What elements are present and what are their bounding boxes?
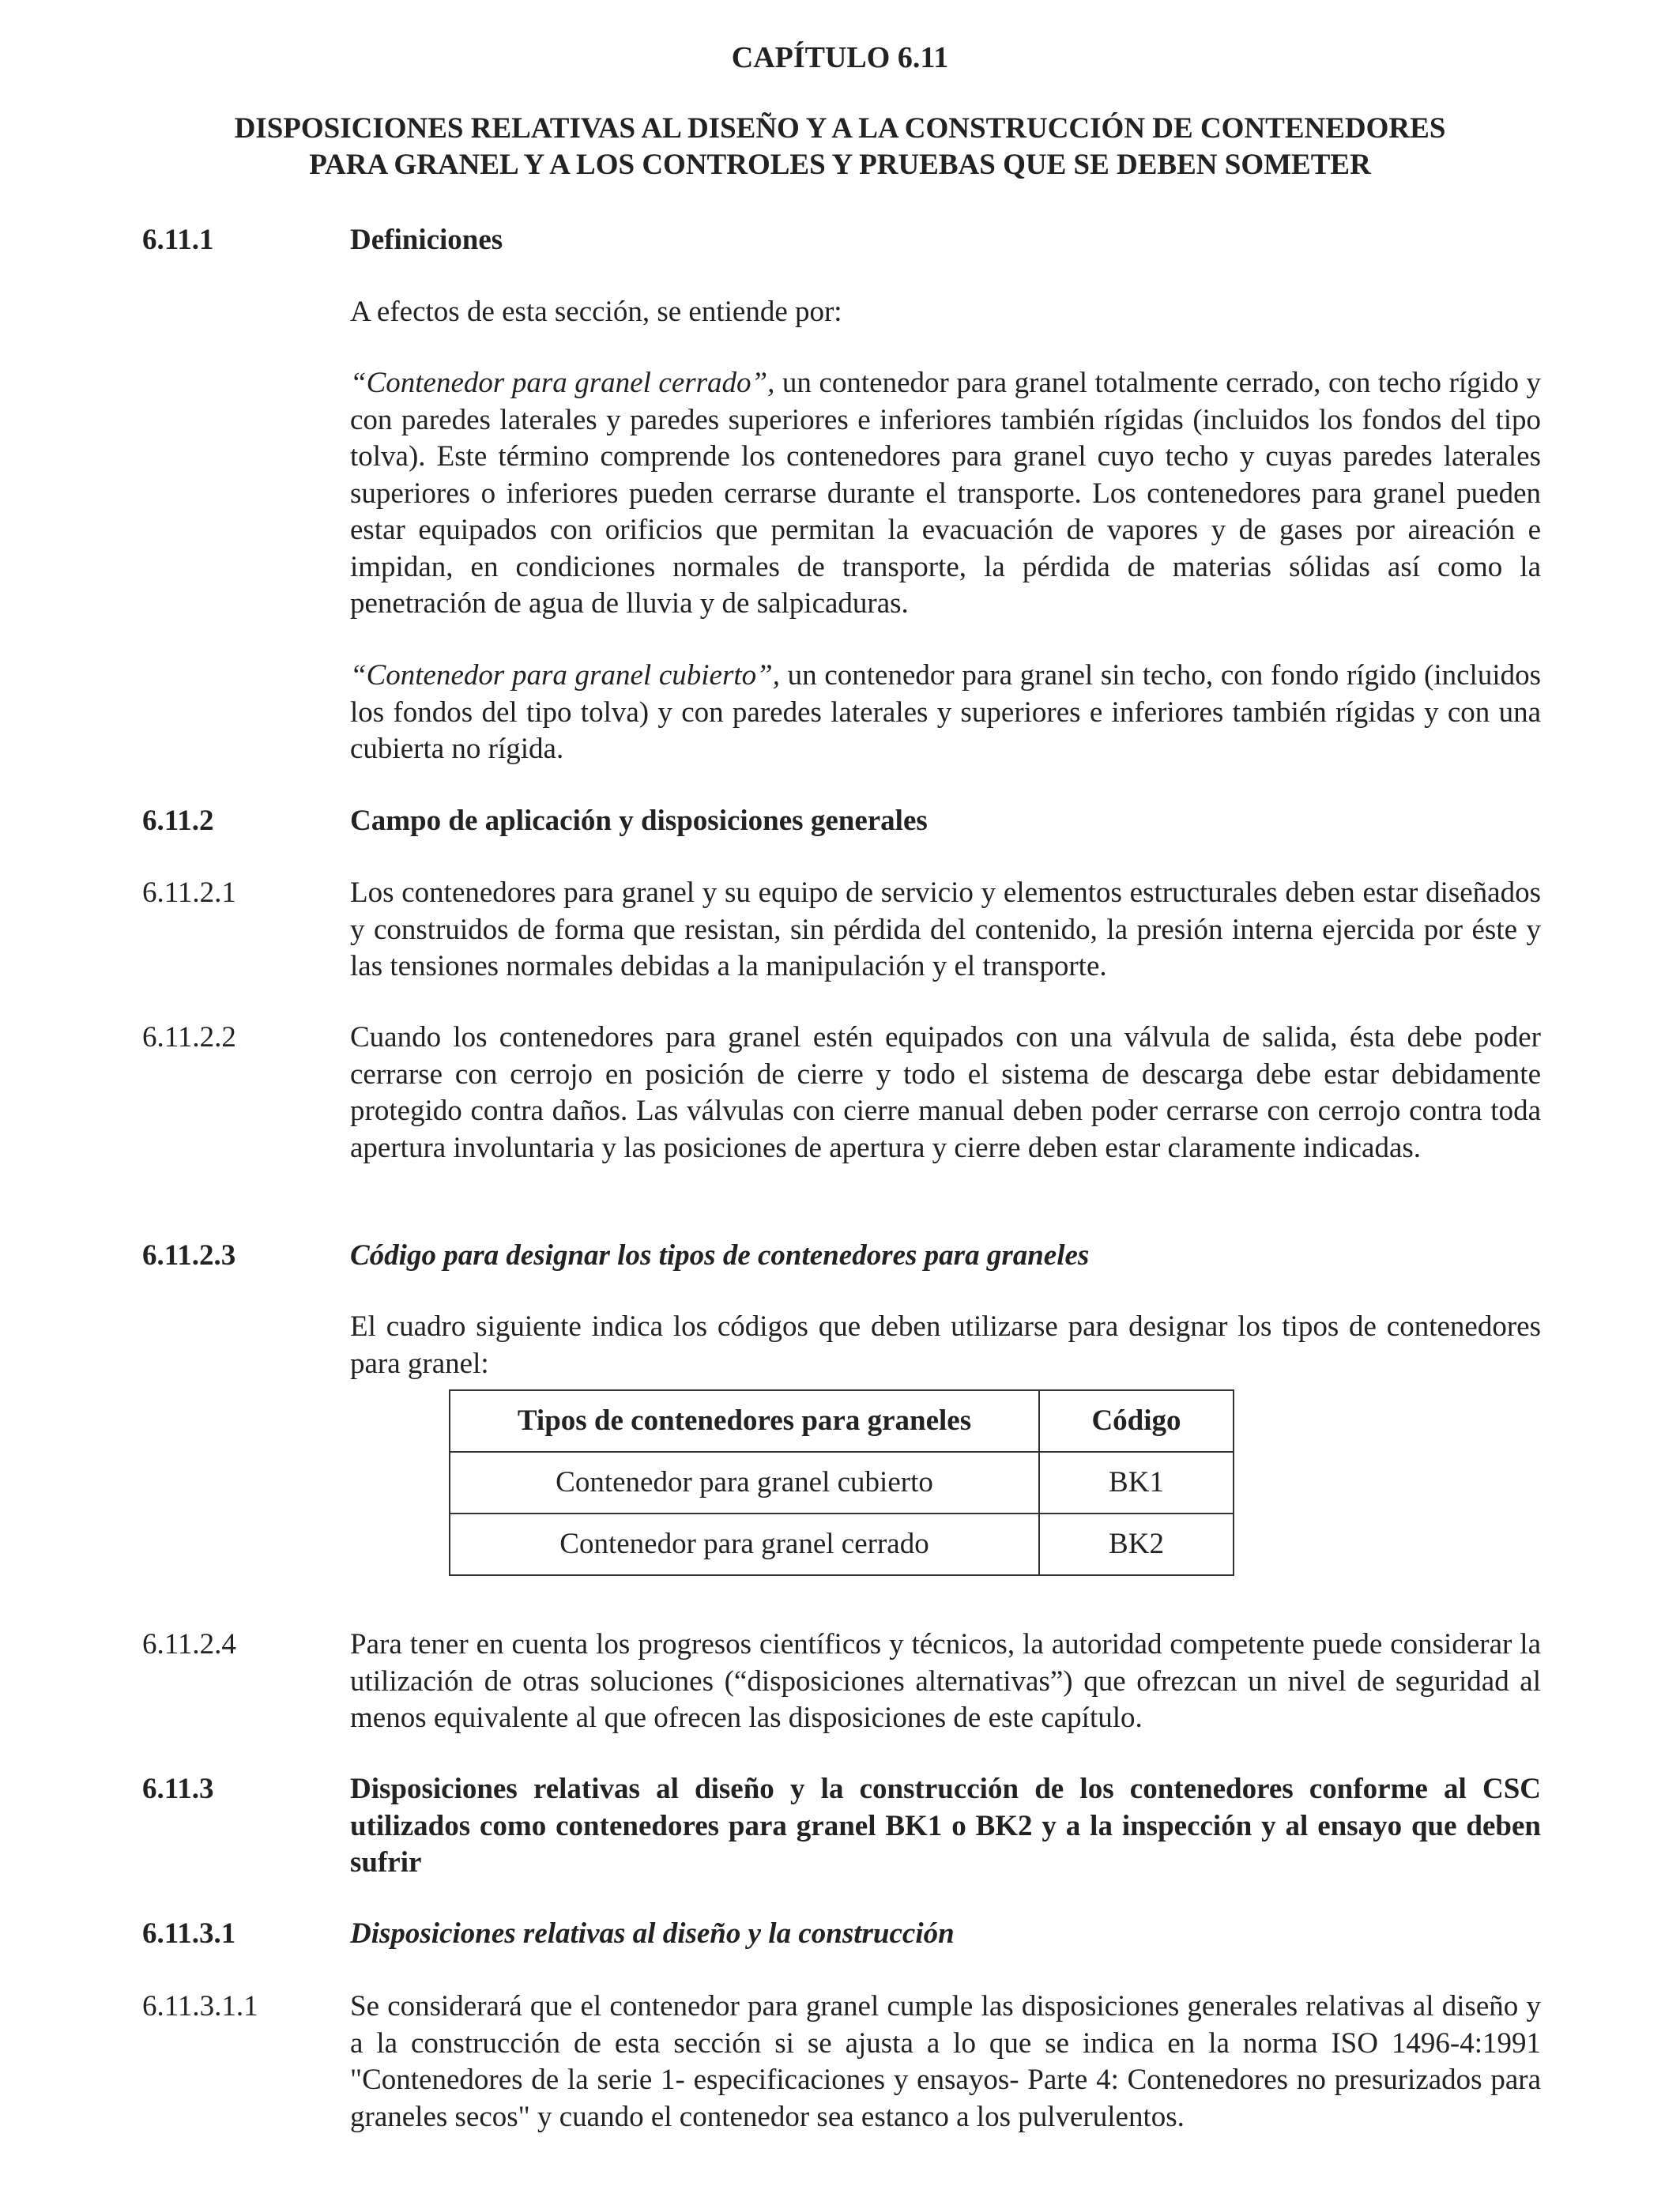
section-number: 6.11.3	[142, 1773, 214, 1805]
title-line-2: PARA GRANEL Y A LOS CONTROLES Y PRUEBAS QUE SE DEBEN SOMETER	[309, 149, 1371, 181]
definition-text: un contenedor para granel sin techo, con fondo rígido (incluidos los fondos del tipo tolva) y con paredes laterales y superiores e inferiores también rígidas y con una cubierta no rígida.	[350, 659, 1541, 765]
paragraph: El cuadro siguiente indica los códigos que deben utilizarse para designar los tipos de contenedores para granel:	[350, 1310, 1541, 1380]
section-heading: Definiciones	[350, 224, 503, 256]
table-cell: BK1	[1039, 1452, 1234, 1514]
section-6-11-2-1	[142, 875, 1541, 986]
section-6-11-3-1-heading	[142, 1916, 1541, 1953]
defined-term: “Contenedor para granel cubierto”,	[350, 659, 780, 692]
section-number: 6.11.3.1.1	[142, 1990, 258, 2022]
section-6-11-2-2	[142, 1020, 1541, 1167]
table-header-cell: Código	[1039, 1390, 1234, 1452]
section-number: 6.11.2.2	[142, 1021, 236, 1054]
paragraph: Para tener en cuenta los progresos científicos y técnicos, la autoridad competente puede considerar la utilización de otras soluciones (“disposiciones alternativas”) que ofrezcan un nivel de seguridad al menos equivalente al que ofrecen las disposiciones de este capítulo.	[350, 1628, 1541, 1734]
table-cell: BK2	[1039, 1514, 1234, 1575]
table-header-cell: Tipos de contenedores para graneles	[450, 1390, 1039, 1452]
container-codes-table	[449, 1389, 1234, 1576]
section-number: 6.11.1	[142, 224, 214, 256]
table-row	[450, 1452, 1234, 1514]
section-6-11-2-4	[142, 1627, 1541, 1737]
definition-closed-container	[142, 365, 1541, 623]
section-number: 6.11.2.1	[142, 876, 236, 909]
paragraph: Se considerará que el contenedor para granel cumple las disposiciones generales relativas al diseño y a la construcción de esta sección si se ajusta a lo que se indica en la norma ISO 1496-4:1991 "Contenedores de la serie 1- especificaciones y ensayos- Parte 4: Contenedores no presurizados para graneles secos" y cuando el contenedor sea estanco a los pulverulentos.	[350, 1990, 1541, 2133]
section-number: 6.11.2.3	[142, 1239, 236, 1272]
definition-text: un contenedor para granel totalmente cerrado, con techo rígido y con paredes laterales y paredes superiores e inferiores también rígidas (incluidos los fondos del tipo tolva). Este término comprende los contenedores para granel cuyo techo y cuyas paredes laterales superiores o inferiores pueden cerrarse durante el transporte. Los contenedores para granel pueden estar equipados con orificios que permitan la evacuación de vapores y de gases por aireación e impidan, en condiciones normales de transporte, la pérdida de materias sólidas así como la penetración de agua de lluvia y de salpicaduras.	[350, 367, 1542, 620]
table-row	[450, 1514, 1234, 1575]
section-6-11-2-heading	[142, 803, 1541, 840]
table-cell: Contenedor para granel cubierto	[450, 1452, 1039, 1514]
paragraph: A efectos de esta sección, se entiende por:	[350, 296, 842, 328]
table-cell: Contenedor para granel cerrado	[450, 1514, 1039, 1575]
page-title	[119, 111, 1561, 183]
section-heading: Disposiciones relativas al diseño y la construcción de los contenedores conforme al CSC utilizados como contenedores para granel BK1 o BK2 y a la inspección y al ensayo que deben sufrir	[350, 1773, 1541, 1879]
definitions-intro	[142, 294, 1541, 331]
title-line-1: DISPOSICIONES RELATIVAS AL DISEÑO Y A LA CONSTRUCCIÓN DE CONTENEDORES	[234, 112, 1446, 145]
paragraph	[350, 365, 1541, 623]
section-heading: Código para designar los tipos de contenedores para graneles	[350, 1239, 1090, 1272]
table-header-row	[450, 1390, 1234, 1452]
chapter-title: CAPÍTULO 6.11	[731, 41, 949, 74]
section-6-11-2-3-text	[142, 1309, 1541, 1382]
section-heading: Disposiciones relativas al diseño y la construcción	[350, 1917, 955, 1950]
section-6-11-2-3-heading	[142, 1238, 1541, 1275]
defined-term: “Contenedor para granel cerrado”,	[350, 367, 775, 399]
section-6-11-1-heading	[142, 222, 1541, 259]
paragraph: Cuando los contenedores para granel estén equipados con una válvula de salida, ésta debe poder cerrarse con cerrojo en posición de cierre y todo el sistema de descarga debe estar debidamente protegido contra daños. Las válvulas con cierre manual deben poder cerrarse con cerrojo contra toda apertura involuntaria y las posiciones de apertura y cierre deben estar claramente indicadas.	[350, 1021, 1541, 1164]
section-number: 6.11.2	[142, 805, 214, 837]
section-6-11-3-heading	[142, 1771, 1541, 1882]
section-number: 6.11.3.1	[142, 1917, 236, 1950]
section-heading: Campo de aplicación y disposiciones generales	[350, 805, 928, 837]
section-6-11-3-1-1	[142, 1989, 1541, 2136]
definition-sheeted-container	[142, 658, 1541, 768]
paragraph	[350, 658, 1541, 768]
section-number: 6.11.2.4	[142, 1628, 236, 1661]
paragraph: Los contenedores para granel y su equipo de servicio y elementos estructurales deben estar diseñados y construidos de forma que resistan, sin pérdida del contenido, la presión interna ejercida por éste y las tensiones normales debidas a la manipulación y el transporte.	[350, 876, 1541, 982]
